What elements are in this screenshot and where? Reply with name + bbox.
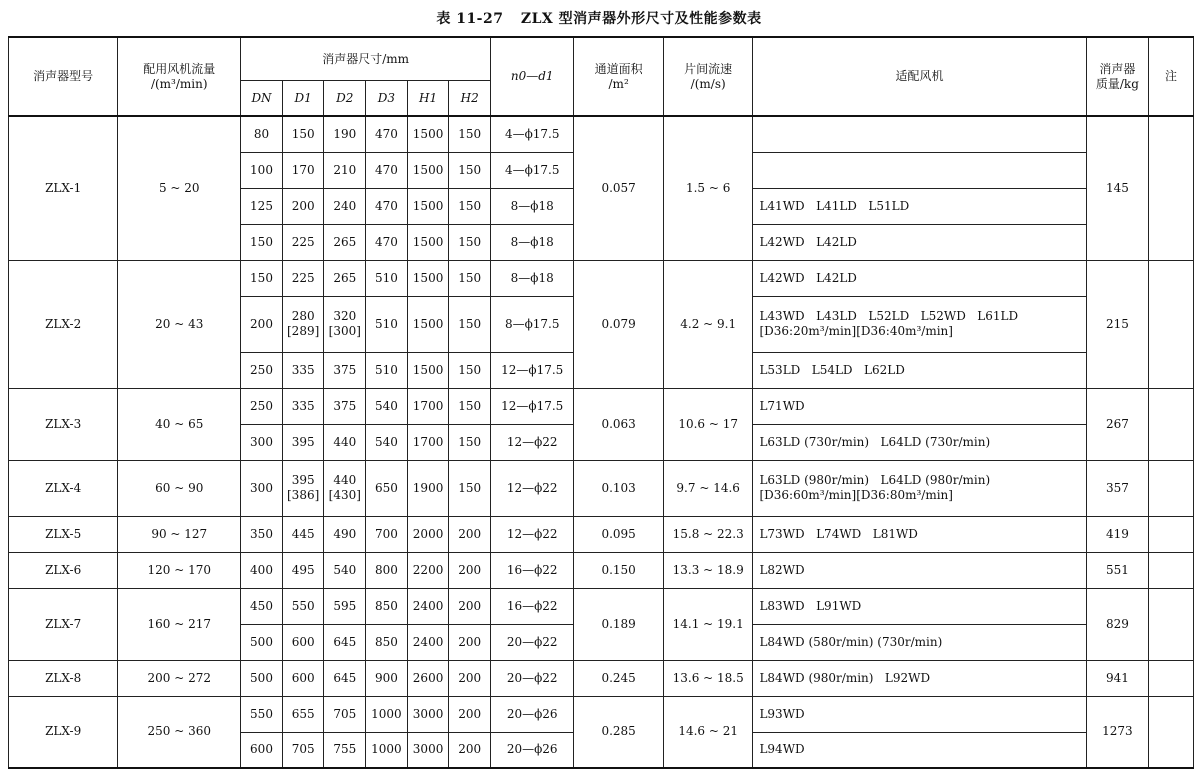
- h2-cell: 150: [449, 224, 491, 260]
- dn-cell: 250: [241, 388, 283, 424]
- d1-value: 705: [291, 742, 315, 757]
- d3-cell: 700: [366, 516, 408, 552]
- d3-cell: 540: [366, 424, 408, 460]
- d2-value: 265: [333, 234, 357, 249]
- fan-cell: [753, 388, 1086, 424]
- header-mass-line1: 消声器: [1099, 61, 1136, 76]
- d3-cell: 900: [366, 660, 408, 696]
- d2-value: 645: [333, 670, 357, 685]
- h1-cell: 1500: [407, 188, 449, 224]
- holes-cell: 20—ϕ26: [491, 696, 574, 732]
- d1-cell: [282, 424, 324, 460]
- note-cell: [1149, 260, 1194, 388]
- header-mass-line2: 质量/kg: [1095, 76, 1139, 91]
- h2-cell: 150: [449, 116, 491, 152]
- d3-cell: 850: [366, 588, 408, 624]
- dn-cell: 300: [241, 424, 283, 460]
- mass-cell: 267: [1086, 388, 1148, 460]
- holes-cell: 8—ϕ18: [491, 260, 574, 296]
- note-cell: [1149, 588, 1194, 660]
- h1-cell: 1500: [407, 296, 449, 352]
- note-cell: [1149, 552, 1194, 588]
- table-row: [9, 660, 1194, 696]
- table-header: [9, 37, 1194, 116]
- note-cell: [1149, 116, 1194, 260]
- header-dn: DN: [241, 81, 283, 117]
- dn-cell: 200: [241, 296, 283, 352]
- holes-cell: 4—ϕ17.5: [491, 152, 574, 188]
- d1-value: 225: [291, 234, 315, 249]
- d2-cell: [324, 460, 366, 516]
- h1-cell: 2200: [407, 552, 449, 588]
- h1-cell: 1500: [407, 260, 449, 296]
- speed-cell: 14.6 ~ 21: [663, 696, 753, 768]
- d1-cell: [282, 152, 324, 188]
- d3-cell: 800: [366, 552, 408, 588]
- h2-cell: 200: [449, 588, 491, 624]
- table-row: [9, 552, 1194, 588]
- fan-cell: [753, 260, 1086, 296]
- header-flow: [118, 37, 241, 116]
- dn-cell: 500: [241, 624, 283, 660]
- dn-cell: 400: [241, 552, 283, 588]
- d2-value: 375: [333, 362, 357, 377]
- h2-cell: 150: [449, 188, 491, 224]
- h2-cell: 150: [449, 296, 491, 352]
- header-dims: 消声器尺寸/mm: [241, 37, 491, 81]
- d3-cell: 470: [366, 188, 408, 224]
- fan-line: L84WD (980r/min) L92WD: [759, 670, 931, 685]
- table-number: 表 11-27: [436, 11, 504, 27]
- fan-cell: [753, 732, 1086, 768]
- header-note: 注: [1149, 37, 1194, 116]
- holes-cell: 12—ϕ17.5: [491, 352, 574, 388]
- d2-value: 490: [333, 526, 357, 541]
- fan-line: L42WD L42LD: [759, 234, 857, 249]
- area-cell: 0.189: [574, 588, 664, 660]
- h1-cell: 3000: [407, 696, 449, 732]
- flow-cell: 5 ~ 20: [118, 116, 241, 260]
- d3-cell: 650: [366, 460, 408, 516]
- h1-cell: 2000: [407, 516, 449, 552]
- h2-cell: 150: [449, 152, 491, 188]
- speed-cell: 14.1 ~ 19.1: [663, 588, 753, 660]
- model-cell: ZLX-3: [9, 388, 118, 460]
- fan-line: L63LD (980r/min) L64LD (980r/min): [759, 473, 991, 487]
- fan-cell: [753, 116, 1086, 152]
- header-d1: D1: [282, 81, 324, 117]
- model-cell: ZLX-7: [9, 588, 118, 660]
- header-h1: H1: [407, 81, 449, 117]
- table-row: [9, 460, 1194, 516]
- fan-line: L41WD L41LD L51LD: [759, 198, 910, 213]
- d1-cell: [282, 660, 324, 696]
- header-area: [574, 37, 664, 116]
- d2-cell: [324, 424, 366, 460]
- header-speed-line2: /(m/s): [690, 76, 726, 91]
- d1-cell: [282, 352, 324, 388]
- dn-cell: 600: [241, 732, 283, 768]
- d1-cell: [282, 224, 324, 260]
- holes-cell: 12—ϕ22: [491, 460, 574, 516]
- fan-line: L53LD L54LD L62LD: [759, 362, 905, 377]
- flow-cell: 20 ~ 43: [118, 260, 241, 388]
- d1-cell: [282, 552, 324, 588]
- h2-cell: 150: [449, 424, 491, 460]
- fan-cell: [753, 516, 1086, 552]
- table-row: [9, 116, 1194, 152]
- h1-cell: 1500: [407, 352, 449, 388]
- d2-cell: [324, 296, 366, 352]
- model-cell: ZLX-9: [9, 696, 118, 768]
- model-cell: ZLX-1: [9, 116, 118, 260]
- holes-cell: 20—ϕ22: [491, 660, 574, 696]
- h2-cell: 150: [449, 352, 491, 388]
- model-cell: ZLX-6: [9, 552, 118, 588]
- fan-line: [D36:20m³/min][D36:40m³/min]: [759, 324, 953, 338]
- d3-cell: 470: [366, 152, 408, 188]
- d1-cell: [282, 588, 324, 624]
- h2-cell: 200: [449, 660, 491, 696]
- fan-line: L84WD (580r/min) (730r/min): [759, 634, 943, 649]
- d1-value: 150: [291, 126, 315, 141]
- d1-value: 335: [291, 398, 315, 413]
- fan-cell: [753, 424, 1086, 460]
- d1-cell: [282, 388, 324, 424]
- d3-cell: 540: [366, 388, 408, 424]
- model-cell: ZLX-8: [9, 660, 118, 696]
- fan-line: L94WD: [759, 742, 805, 757]
- h2-cell: 200: [449, 552, 491, 588]
- d1-value: 280: [291, 309, 315, 323]
- area-cell: 0.150: [574, 552, 664, 588]
- d1-cell: [282, 296, 324, 352]
- holes-cell: 20—ϕ26: [491, 732, 574, 768]
- d1-value: [386]: [287, 488, 320, 502]
- speed-cell: 9.7 ~ 14.6: [663, 460, 753, 516]
- mass-cell: 357: [1086, 460, 1148, 516]
- d1-value: [289]: [287, 324, 320, 338]
- table-row: [9, 588, 1194, 624]
- d1-value: 600: [291, 634, 315, 649]
- d2-value: 540: [333, 562, 357, 577]
- holes-cell: 12—ϕ17.5: [491, 388, 574, 424]
- d2-value: 755: [333, 742, 357, 757]
- holes-cell: 12—ϕ22: [491, 424, 574, 460]
- d1-value: 655: [291, 706, 315, 721]
- h1-cell: 1500: [407, 152, 449, 188]
- table-title: [0, 8, 1198, 28]
- header-mass: [1086, 37, 1148, 116]
- d1-value: 335: [291, 362, 315, 377]
- flow-cell: 90 ~ 127: [118, 516, 241, 552]
- dn-cell: 125: [241, 188, 283, 224]
- d1-value: 395: [291, 434, 315, 449]
- model-cell: ZLX-4: [9, 460, 118, 516]
- flow-cell: 40 ~ 65: [118, 388, 241, 460]
- d2-cell: [324, 352, 366, 388]
- note-cell: [1149, 660, 1194, 696]
- flow-cell: 60 ~ 90: [118, 460, 241, 516]
- header-flow-line2: /(m³/min): [150, 76, 208, 91]
- h1-cell: 1500: [407, 224, 449, 260]
- d2-cell: [324, 224, 366, 260]
- d1-cell: [282, 696, 324, 732]
- fan-cell: [753, 552, 1086, 588]
- fan-cell: [753, 660, 1086, 696]
- h1-cell: 2600: [407, 660, 449, 696]
- h1-cell: 1900: [407, 460, 449, 516]
- d2-value: [430]: [328, 488, 361, 502]
- fan-cell: [753, 224, 1086, 260]
- speed-cell: 13.3 ~ 18.9: [663, 552, 753, 588]
- fan-line: L43WD L43LD L52LD L52WD L61LD: [759, 309, 1019, 323]
- d3-cell: 1000: [366, 732, 408, 768]
- dn-cell: 250: [241, 352, 283, 388]
- h1-cell: 2400: [407, 624, 449, 660]
- mass-cell: 829: [1086, 588, 1148, 660]
- d1-value: 395: [291, 473, 315, 487]
- table-row: [9, 696, 1194, 732]
- header-area-line1: 通道面积: [594, 61, 643, 76]
- d2-value: 190: [333, 126, 357, 141]
- header-h2: H2: [449, 81, 491, 117]
- mass-cell: 215: [1086, 260, 1148, 388]
- holes-cell: 4—ϕ17.5: [491, 116, 574, 152]
- flow-cell: 200 ~ 272: [118, 660, 241, 696]
- header-d3: D3: [366, 81, 408, 117]
- d1-value: 170: [291, 162, 315, 177]
- holes-cell: 12—ϕ22: [491, 516, 574, 552]
- fan-cell: [753, 352, 1086, 388]
- fan-cell: [753, 152, 1086, 188]
- d2-value: 440: [333, 473, 357, 487]
- holes-cell: 16—ϕ22: [491, 552, 574, 588]
- d2-value: 320: [333, 309, 357, 323]
- header-d2: D2: [324, 81, 366, 117]
- header-area-line2: /m²: [608, 76, 629, 91]
- model-cell: ZLX-2: [9, 260, 118, 388]
- area-cell: 0.063: [574, 388, 664, 460]
- fan-cell: [753, 588, 1086, 624]
- table-row: [9, 516, 1194, 552]
- table-row: [9, 260, 1194, 296]
- note-cell: [1149, 460, 1194, 516]
- area-cell: 0.103: [574, 460, 664, 516]
- area-cell: 0.079: [574, 260, 664, 388]
- mass-cell: 419: [1086, 516, 1148, 552]
- fan-cell: [753, 296, 1086, 352]
- area-cell: 0.095: [574, 516, 664, 552]
- fan-cell: [753, 624, 1086, 660]
- fan-cell: [753, 460, 1086, 516]
- dn-cell: 300: [241, 460, 283, 516]
- d2-value: 645: [333, 634, 357, 649]
- h2-cell: 200: [449, 516, 491, 552]
- h1-cell: 3000: [407, 732, 449, 768]
- fan-line: L82WD: [759, 562, 805, 577]
- header-speed: [663, 37, 753, 116]
- dn-cell: 450: [241, 588, 283, 624]
- d1-cell: [282, 260, 324, 296]
- d2-cell: [324, 552, 366, 588]
- d2-cell: [324, 516, 366, 552]
- holes-cell: 8—ϕ17.5: [491, 296, 574, 352]
- mass-cell: 145: [1086, 116, 1148, 260]
- d2-cell: [324, 588, 366, 624]
- h2-cell: 200: [449, 732, 491, 768]
- header-flow-line1: 配用风机流量: [143, 61, 216, 76]
- note-cell: [1149, 516, 1194, 552]
- spec-table: [8, 36, 1194, 769]
- d2-value: 705: [333, 706, 357, 721]
- dn-cell: 150: [241, 224, 283, 260]
- holes-cell: 16—ϕ22: [491, 588, 574, 624]
- dn-cell: 550: [241, 696, 283, 732]
- fan-cell: [753, 696, 1086, 732]
- header-holes: n0—d1: [491, 37, 574, 116]
- fan-line: L83WD L91WD: [759, 598, 862, 613]
- d3-cell: 1000: [366, 696, 408, 732]
- h1-cell: 2400: [407, 588, 449, 624]
- d1-value: 225: [291, 270, 315, 285]
- area-cell: 0.285: [574, 696, 664, 768]
- h1-cell: 1700: [407, 388, 449, 424]
- header-fans: 适配风机: [753, 37, 1086, 116]
- mass-cell: 1273: [1086, 696, 1148, 768]
- dn-cell: 150: [241, 260, 283, 296]
- d2-cell: [324, 388, 366, 424]
- note-cell: [1149, 388, 1194, 460]
- speed-cell: 10.6 ~ 17: [663, 388, 753, 460]
- h2-cell: 150: [449, 460, 491, 516]
- d3-cell: 510: [366, 352, 408, 388]
- dn-cell: 350: [241, 516, 283, 552]
- d2-value: 595: [333, 598, 357, 613]
- h2-cell: 150: [449, 388, 491, 424]
- fan-line: L73WD L74WD L81WD: [759, 526, 918, 541]
- fan-line: L71WD: [759, 398, 805, 413]
- h1-cell: 1700: [407, 424, 449, 460]
- note-cell: [1149, 696, 1194, 768]
- d1-value: 550: [291, 598, 315, 613]
- flow-cell: 250 ~ 360: [118, 696, 241, 768]
- table-row: [9, 388, 1194, 424]
- d2-cell: [324, 188, 366, 224]
- d2-cell: [324, 260, 366, 296]
- h1-cell: 1500: [407, 116, 449, 152]
- dn-cell: 500: [241, 660, 283, 696]
- d1-cell: [282, 732, 324, 768]
- d2-cell: [324, 116, 366, 152]
- d1-cell: [282, 188, 324, 224]
- d3-cell: 470: [366, 224, 408, 260]
- d3-cell: 510: [366, 260, 408, 296]
- d1-cell: [282, 624, 324, 660]
- speed-cell: 15.8 ~ 22.3: [663, 516, 753, 552]
- d3-cell: 850: [366, 624, 408, 660]
- fan-cell: [753, 188, 1086, 224]
- h2-cell: 150: [449, 260, 491, 296]
- table-body: [9, 116, 1194, 768]
- d2-value: [300]: [328, 324, 361, 338]
- d2-cell: [324, 152, 366, 188]
- d1-value: 600: [291, 670, 315, 685]
- d1-value: 445: [291, 526, 315, 541]
- holes-cell: 8—ϕ18: [491, 224, 574, 260]
- table-caption: ZLX 型消声器外形尺寸及性能参数表: [520, 11, 762, 27]
- holes-cell: 20—ϕ22: [491, 624, 574, 660]
- d1-value: 495: [291, 562, 315, 577]
- speed-cell: 1.5 ~ 6: [663, 116, 753, 260]
- fan-line: L42WD L42LD: [759, 270, 857, 285]
- speed-cell: 13.6 ~ 18.5: [663, 660, 753, 696]
- area-cell: 0.057: [574, 116, 664, 260]
- d2-cell: [324, 624, 366, 660]
- fan-line: L63LD (730r/min) L64LD (730r/min): [759, 434, 991, 449]
- d2-value: 210: [333, 162, 357, 177]
- d2-cell: [324, 732, 366, 768]
- fan-line: L93WD: [759, 706, 805, 721]
- header-model: 消声器型号: [9, 37, 118, 116]
- h2-cell: 200: [449, 624, 491, 660]
- d2-value: 265: [333, 270, 357, 285]
- mass-cell: 941: [1086, 660, 1148, 696]
- flow-cell: 160 ~ 217: [118, 588, 241, 660]
- d1-cell: [282, 516, 324, 552]
- d2-value: 440: [333, 434, 357, 449]
- mass-cell: 551: [1086, 552, 1148, 588]
- area-cell: 0.245: [574, 660, 664, 696]
- dn-cell: 100: [241, 152, 283, 188]
- d1-value: 200: [291, 198, 315, 213]
- dn-cell: 80: [241, 116, 283, 152]
- d3-cell: 510: [366, 296, 408, 352]
- flow-cell: 120 ~ 170: [118, 552, 241, 588]
- d2-value: 240: [333, 198, 357, 213]
- d2-cell: [324, 696, 366, 732]
- header-speed-line1: 片间流速: [684, 61, 733, 76]
- d1-cell: [282, 460, 324, 516]
- d2-value: 375: [333, 398, 357, 413]
- holes-cell: 8—ϕ18: [491, 188, 574, 224]
- h2-cell: 200: [449, 696, 491, 732]
- d2-cell: [324, 660, 366, 696]
- d3-cell: 470: [366, 116, 408, 152]
- d1-cell: [282, 116, 324, 152]
- speed-cell: 4.2 ~ 9.1: [663, 260, 753, 388]
- fan-line: [D36:60m³/min][D36:80m³/min]: [759, 488, 953, 502]
- model-cell: ZLX-5: [9, 516, 118, 552]
